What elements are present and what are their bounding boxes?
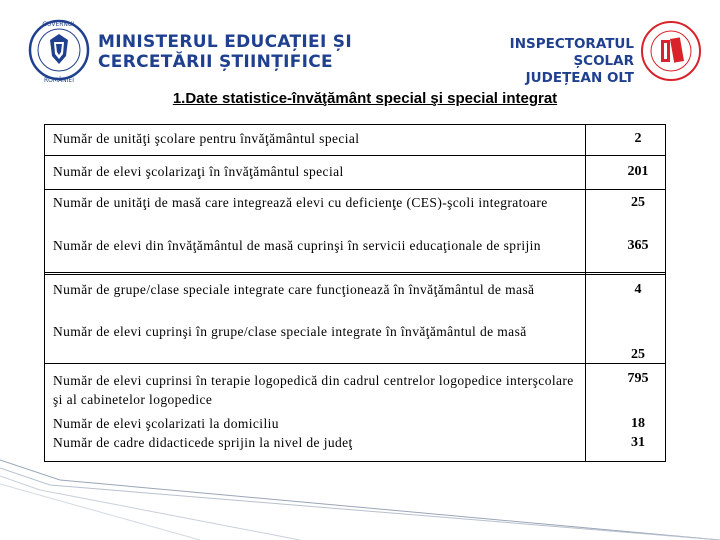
row-value-integrating-schools: 25 <box>631 195 645 210</box>
row-value-special-schools: 2 <box>634 131 642 146</box>
page-title: 1.Date statistice-învăţământ special şi special integrat <box>172 90 558 107</box>
row-label-home-schooled: Număr de elevi şcolarizati la domiciliu <box>53 416 279 431</box>
row-label-special-students: Număr de elevi şcolarizaţi în învăţământul special <box>53 164 344 179</box>
row-label-integrated-classes: Număr de grupe/clase speciale integrate care funcţionează în învăţământul de masă <box>53 282 535 297</box>
row-value-home-schooled: 18 <box>631 416 645 431</box>
inspectorate-line-1: INSPECTORATUL ȘCOLAR <box>509 36 634 69</box>
row-value-integrated-class-students: 25 <box>631 347 645 362</box>
row-label-integrated-class-students: Număr de elevi cuprinşi în grupe/clase speciale integrate în învăţământul de masă <box>53 324 527 339</box>
row-value-integrated-classes: 4 <box>634 282 642 297</box>
row-label-support-students: Număr de elevi din învăţământul de masă cuprinşi în servicii educaţionale de sprijin <box>53 238 541 253</box>
ministry-line-2: CERCETĂRII ȘTIINȚIFICE <box>98 52 333 72</box>
row-divider <box>44 363 666 364</box>
row-value-support-students: 365 <box>627 238 649 253</box>
decorative-lines <box>0 440 720 540</box>
row-value-support-teachers: 31 <box>631 435 645 450</box>
svg-text:GUVERNUL: GUVERNUL <box>42 21 76 28</box>
row-label-special-schools: Număr de unităţi şcolare pentru învăţământul special <box>53 131 360 146</box>
government-seal-icon <box>28 14 90 84</box>
row-label-integrating-schools: Număr de unităţi de masă care integrează elevi cu deficienţe (CES)-şcoli integratoare <box>53 195 548 210</box>
row-value-special-students: 201 <box>627 164 649 179</box>
isj-olt-logo-icon <box>640 20 702 82</box>
row-divider <box>44 155 666 156</box>
row-label-speech-therapy: Număr de elevi cuprinsi în terapie logopedică din cadrul centrelor logopedice interşcolare şi al cabinetelor logopedice <box>53 373 574 407</box>
row-divider <box>44 189 666 190</box>
inspectorate-name <box>482 36 634 87</box>
inspectorate-line-2: JUDEȚEAN OLT <box>525 70 634 86</box>
column-divider <box>585 124 586 462</box>
ministry-name <box>98 32 352 72</box>
svg-text:ROMÂNIEI: ROMÂNIEI <box>44 77 74 84</box>
row-value-speech-therapy: 795 <box>627 371 649 386</box>
row-label-support-teachers: Număr de cadre didacticede sprijin la nivel de judeţ <box>53 435 353 450</box>
ministry-line-1: MINISTERUL EDUCAȚIEI ȘI <box>98 32 352 52</box>
row-divider <box>44 272 666 275</box>
